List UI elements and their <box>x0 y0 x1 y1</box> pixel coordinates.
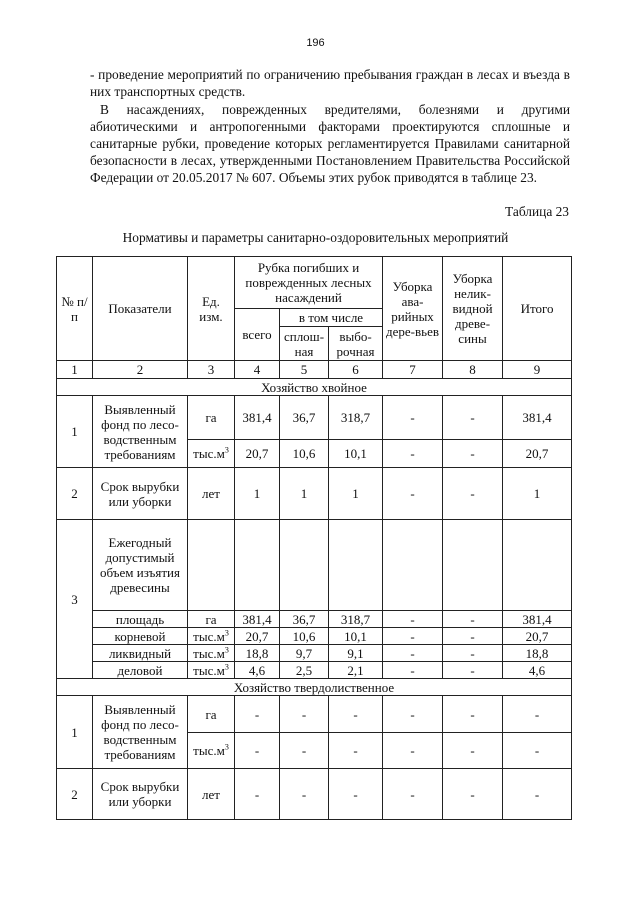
value-cell: 1 <box>503 468 572 520</box>
header-clear: сплош-ная <box>280 327 329 361</box>
value-cell: 2,1 <box>329 662 383 679</box>
value-cell: 4,6 <box>235 662 280 679</box>
row-number: 3 <box>57 520 93 679</box>
value-cell: 9,1 <box>329 645 383 662</box>
table-row <box>57 769 572 820</box>
value-cell: 10,1 <box>329 440 383 468</box>
table-row <box>57 468 572 520</box>
value-cell: 1 <box>235 468 280 520</box>
row-number: 1 <box>57 396 93 468</box>
table-row <box>57 696 572 733</box>
value-cell: 20,7 <box>235 628 280 645</box>
value-cell: 381,4 <box>235 396 280 440</box>
value-cell: - <box>383 662 443 679</box>
value-cell: - <box>280 696 329 733</box>
value-cell: - <box>443 645 503 662</box>
row-number: 2 <box>57 769 93 820</box>
unit-cell <box>188 662 235 679</box>
header-felling: Рубка погибших и поврежденных лесных насаждений <box>235 257 383 309</box>
value-cell: - <box>443 628 503 645</box>
value-cell: - <box>443 611 503 628</box>
table-number: Таблица 23 <box>505 204 569 219</box>
section-title-hardwood: Хозяйство твердолиственное <box>57 679 572 696</box>
value-cell: 10,6 <box>280 628 329 645</box>
value-cell: 18,8 <box>503 645 572 662</box>
unit-cell: га <box>188 696 235 733</box>
value-cell: - <box>443 440 503 468</box>
value-cell: 4,6 <box>503 662 572 679</box>
value-cell: 1 <box>329 468 383 520</box>
value-cell: - <box>443 396 503 440</box>
section-title-conifer: Хозяйство хвойное <box>57 379 572 396</box>
col-number: 1 <box>57 361 93 379</box>
cube-sup: 3 <box>224 645 229 655</box>
col-number: 9 <box>503 361 572 379</box>
row-label: корневой <box>93 628 188 645</box>
unit-cell <box>188 645 235 662</box>
value-cell: - <box>329 696 383 733</box>
row-label: деловой <box>93 662 188 679</box>
value-cell: - <box>235 696 280 733</box>
value-cell: - <box>280 733 329 769</box>
value-cell: 10,6 <box>280 440 329 468</box>
unit-text: тыс.м <box>193 628 225 644</box>
header-emergency: Уборка ава-рийных дере-вьев <box>383 257 443 361</box>
value-cell: 10,1 <box>329 628 383 645</box>
row-label: ликвидный <box>93 645 188 662</box>
cube-sup: 3 <box>224 628 229 638</box>
value-cell: - <box>235 769 280 820</box>
table-row <box>57 645 572 662</box>
value-cell: - <box>503 696 572 733</box>
unit-cell: лет <box>188 769 235 820</box>
col-number: 6 <box>329 361 383 379</box>
value-cell: - <box>503 733 572 769</box>
value-cell: 1 <box>280 468 329 520</box>
header-selective: выбо-рочная <box>329 327 383 361</box>
unit-cell <box>188 440 235 468</box>
value-cell: 20,7 <box>503 440 572 468</box>
row-number: 2 <box>57 468 93 520</box>
col-number: 4 <box>235 361 280 379</box>
col-number: 2 <box>93 361 188 379</box>
row-label: Выявленный фонд по лесо-водственным требованиям <box>93 396 188 468</box>
value-cell: - <box>383 611 443 628</box>
col-number: 5 <box>280 361 329 379</box>
value-cell: - <box>443 769 503 820</box>
header-num: № п/п <box>57 257 93 361</box>
value-cell: - <box>280 769 329 820</box>
value-cell: 381,4 <box>503 396 572 440</box>
value-cell: 36,7 <box>280 611 329 628</box>
table-row <box>57 520 572 611</box>
paragraph-1: - проведение мероприятий по ограничению пребывания граждан в лесах и въезда в них транспортных средств. <box>90 67 570 99</box>
paragraph-2: В насаждениях, поврежденных вредителями, болезнями и другими абиотическими и антропогенными факторами проектируются сплошные и санитарные рубки, проведение которых регламентируется Правилами санитарной безопасности в лесах, утвержденными Постановлением Правительства Российской Федерации от 20.05.2017 № 607. Объемы этих рубок приводятся в таблице 23. <box>90 102 570 185</box>
col-number: 8 <box>443 361 503 379</box>
value-cell: 20,7 <box>235 440 280 468</box>
table-row <box>57 628 572 645</box>
value-cell: - <box>383 733 443 769</box>
value-cell: - <box>383 396 443 440</box>
value-cell: - <box>443 733 503 769</box>
header-all: всего <box>235 309 280 361</box>
row-label: Ежегодный допустимый объем изъятия древесины <box>93 520 188 611</box>
value-cell: - <box>383 628 443 645</box>
header-indicators: Показатели <box>93 257 188 361</box>
cube-sup: 3 <box>224 662 229 672</box>
header-total-sum: Итого <box>503 257 572 361</box>
value-cell: 18,8 <box>235 645 280 662</box>
table-caption: Нормативы и параметры санитарно-оздоровительных мероприятий <box>122 230 509 245</box>
col-number: 3 <box>188 361 235 379</box>
value-cell: 36,7 <box>280 396 329 440</box>
value-cell: - <box>503 769 572 820</box>
value-cell: - <box>443 696 503 733</box>
value-cell: - <box>329 733 383 769</box>
unit-cell: лет <box>188 468 235 520</box>
value-cell: 318,7 <box>329 611 383 628</box>
value-cell: - <box>329 769 383 820</box>
value-cell: - <box>443 662 503 679</box>
row-number: 1 <box>57 696 93 769</box>
row-label: Срок вырубки или уборки <box>93 769 188 820</box>
table-row <box>57 611 572 628</box>
column-numbers-row <box>57 361 572 379</box>
value-cell: - <box>383 468 443 520</box>
value-cell: - <box>235 733 280 769</box>
unit-cell: га <box>188 611 235 628</box>
value-cell: 2,5 <box>280 662 329 679</box>
row-label: площадь <box>93 611 188 628</box>
cube-sup: 3 <box>224 445 229 455</box>
value-cell: - <box>383 696 443 733</box>
unit-text: тыс.м <box>193 645 225 661</box>
unit-text: тыс.м <box>193 662 225 678</box>
value-cell: 381,4 <box>235 611 280 628</box>
unit-text: тыс.м <box>193 446 225 461</box>
value-cell: - <box>443 468 503 520</box>
unit-cell <box>188 733 235 769</box>
header-unit: Ед. изм. <box>188 257 235 361</box>
value-cell: 20,7 <box>503 628 572 645</box>
row-label: Выявленный фонд по лесо-водственным требованиям <box>93 696 188 769</box>
value-cell: 9,7 <box>280 645 329 662</box>
page-number: 196 <box>306 37 325 49</box>
value-cell: 318,7 <box>329 396 383 440</box>
cube-sup: 3 <box>224 742 229 752</box>
value-cell: - <box>383 440 443 468</box>
data-table <box>56 256 572 820</box>
table-row <box>57 396 572 440</box>
unit-cell: га <box>188 396 235 440</box>
header-nonliquid: Уборка нелик-видной древе-сины <box>443 257 503 361</box>
header-incl: в том числе <box>280 309 383 327</box>
table-row <box>57 662 572 679</box>
value-cell: - <box>383 769 443 820</box>
value-cell: 381,4 <box>503 611 572 628</box>
col-number: 7 <box>383 361 443 379</box>
unit-text: тыс.м <box>193 743 225 758</box>
unit-cell <box>188 628 235 645</box>
row-label: Срок вырубки или уборки <box>93 468 188 520</box>
value-cell: - <box>383 645 443 662</box>
